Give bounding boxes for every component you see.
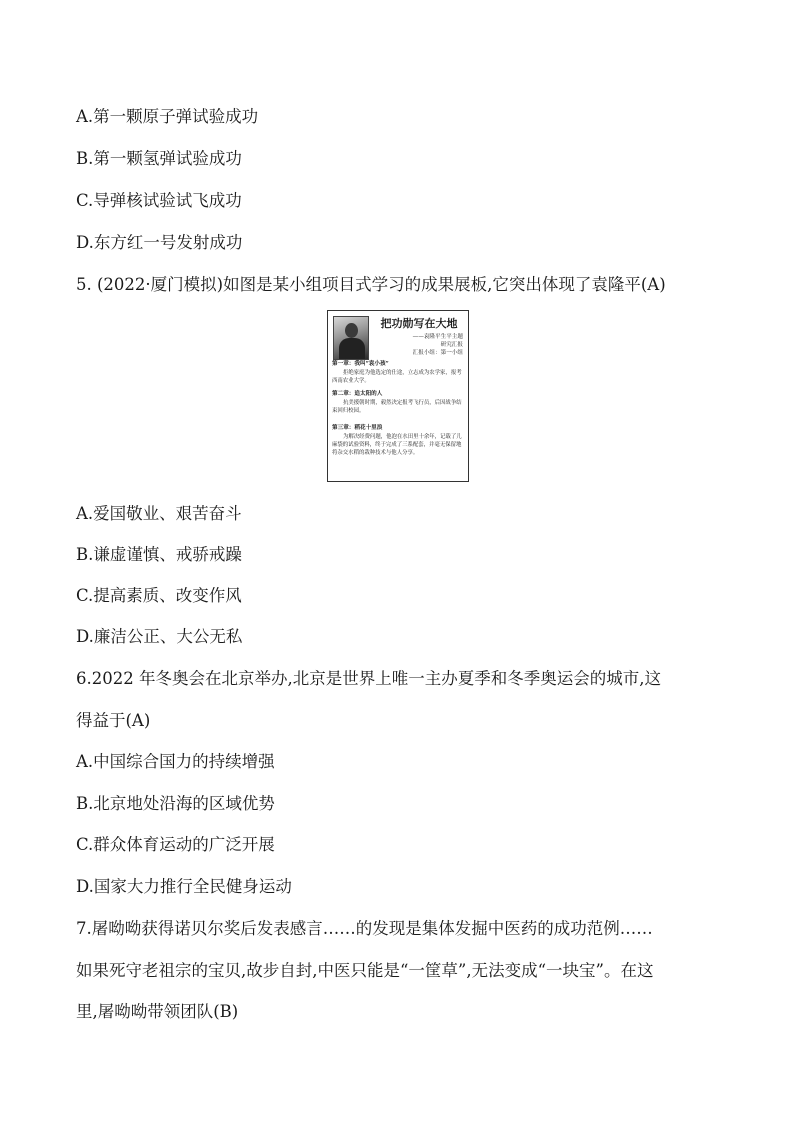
q7-stem-line-2: 如果死守老祖宗的宝贝,故步自封,中医只能是“一筐草”,无法变成“一块宝”。在这 <box>76 961 654 980</box>
project-result-board <box>327 310 469 482</box>
board-chapter-3-title: 第三章：稻花十里浪 <box>332 425 383 431</box>
q4-option-c: C.导弹核试验试飞成功 <box>76 191 242 210</box>
q7-stem-line-1: 7.屠呦呦获得诺贝尔奖后发表感言……的发现是集体发掘中医药的成功范例…… <box>76 919 653 938</box>
portrait-image <box>333 316 369 360</box>
q5-option-c: C.提高素质、改变作风 <box>76 586 242 605</box>
board-chapter-1-text: 拒绝家庭为他选定的仕途，立志成为农学家，报考西南农业大学。 <box>332 370 462 385</box>
q5-option-a: A.爱国敬业、艰苦奋斗 <box>76 504 242 523</box>
q4-option-a: A.第一颗原子弹试验成功 <box>76 107 259 126</box>
q4-option-d: D.东方红一号发射成功 <box>76 233 243 252</box>
board-reporter: 汇报小组：第一小组 <box>412 350 463 356</box>
q7-stem-line-3: 里,屠呦呦带领团队(B) <box>76 1002 239 1021</box>
q6-stem-line-1: 6.2022 年冬奥会在北京举办,北京是世界上唯一主办夏季和冬季奥运会的城市,这 <box>76 669 661 688</box>
q6-option-d: D.国家大力推行全民健身运动 <box>76 877 292 896</box>
q4-option-b: B.第一颗氢弹试验成功 <box>76 149 242 168</box>
board-subtitle-2: 研究汇报 <box>440 342 463 348</box>
q6-option-a: A.中国综合国力的持续增强 <box>76 752 275 771</box>
board-chapter-2-title: 第二章：追太阳的人 <box>332 391 383 397</box>
q5-stem: 5. (2022·厦门模拟)如图是某小组项目式学习的成果展板,它突出体现了袁隆平(A) <box>76 275 666 294</box>
q5-option-d: D.廉洁公正、大公无私 <box>76 627 243 646</box>
board-title: 把功勋写在大地 <box>380 317 458 330</box>
board-subtitle: ——袁隆平生平主题 <box>412 334 463 340</box>
board-chapter-3-text: 为解决经费问题，他泡在水田里十余年，记载了儿麻袋的试验资料，终于完成了三系配套，并毫无保留地将杂交水稻的栽种技术与他人分享。 <box>332 434 462 457</box>
board-chapter-2-text: 抗美援朝时期，毅然决定报考飞行员，后因战争结束回归校园。 <box>332 400 462 415</box>
q5-option-b: B.谦虚谨慎、戒骄戒躁 <box>76 545 242 564</box>
q6-stem-line-2: 得益于(A) <box>76 711 151 730</box>
q6-option-b: B.北京地处沿海的区域优势 <box>76 794 275 813</box>
q6-option-c: C.群众体育运动的广泛开展 <box>76 835 275 854</box>
board-chapter-1-title: 第一章：我叫“袁小孩” <box>332 361 389 367</box>
